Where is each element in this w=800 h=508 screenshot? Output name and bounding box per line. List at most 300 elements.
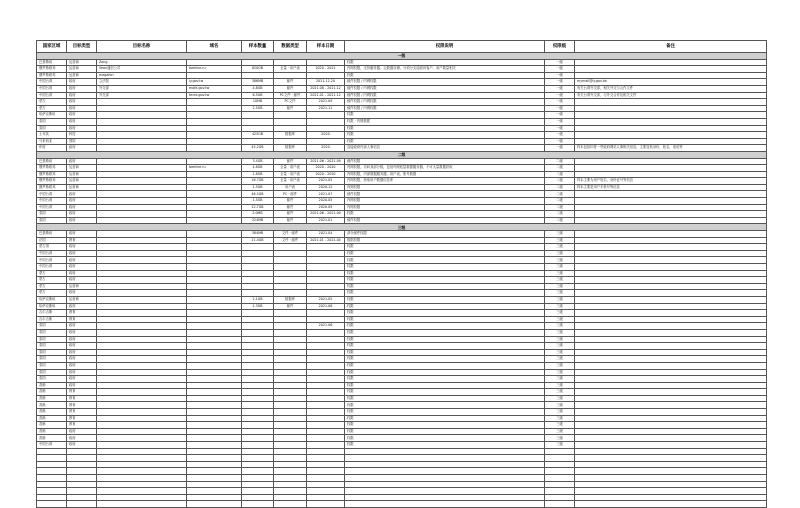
cell-permission-level[interactable]: 二级 [545, 171, 575, 178]
cell-notes[interactable]: mymail@ly.gov.tw [575, 79, 767, 86]
cell-permission-desc[interactable]: 权限 [345, 290, 545, 297]
cell-target-name[interactable] [97, 244, 187, 251]
cell-sample-date[interactable]: 2021.01 - 2021.12 [307, 92, 345, 99]
empty-cell[interactable] [187, 481, 242, 488]
cell-permission-desc[interactable]: 内网权限 [345, 198, 545, 205]
cell-sample-date[interactable]: 2021.12.20 [307, 79, 345, 86]
cell-permission-level[interactable]: 二级 [545, 211, 575, 218]
cell-permission-desc[interactable]: 权限 [345, 356, 545, 363]
cell-permission-level[interactable]: 三级 [545, 442, 575, 449]
cell-permission-desc[interactable]: 权限 [345, 349, 545, 356]
cell-country[interactable]: 泰国 [37, 329, 67, 336]
empty-cell[interactable] [187, 501, 242, 508]
cell-permission-desc[interactable]: 权限 [345, 329, 545, 336]
cell-country[interactable]: 巴基斯坦 [37, 158, 67, 165]
cell-target-type[interactable]: 政府 [67, 376, 97, 383]
empty-cell[interactable] [575, 455, 767, 462]
empty-cell[interactable] [307, 501, 345, 508]
cell-sample-date[interactable] [307, 72, 345, 79]
cell-notes[interactable] [575, 428, 767, 435]
cell-sample-date[interactable] [307, 244, 345, 251]
cell-permission-desc[interactable]: 内网权限 [345, 204, 545, 211]
cell-sample-date[interactable]: 2021.09 [307, 99, 345, 106]
cell-target-name[interactable] [97, 198, 187, 205]
cell-target-name[interactable] [97, 362, 187, 369]
cell-sample-date[interactable] [307, 316, 345, 323]
cell-target-name[interactable] [97, 409, 187, 416]
cell-target-type[interactable]: 政府 [67, 323, 97, 330]
cell-sample-date[interactable]: 2021.08 - 2021.12 [307, 85, 345, 92]
cell-permission-level[interactable]: 三级 [545, 257, 575, 264]
cell-permission-desc[interactable]: 权限 · 内网数据 [345, 118, 545, 125]
empty-cell[interactable] [37, 455, 67, 462]
empty-cell[interactable] [545, 475, 575, 482]
cell-country[interactable]: 巴基斯坦 [37, 59, 67, 66]
cell-sample-size[interactable]: 2.5GB [242, 105, 274, 112]
cell-country[interactable]: 泰国 [37, 369, 67, 376]
cell-permission-desc[interactable]: 内网权限，支持服务器，云数据存储，分项分支局面向客户，用户数量相关 [345, 66, 545, 73]
empty-cell[interactable] [274, 448, 307, 455]
cell-sample-size[interactable]: 1.8GB [242, 171, 274, 178]
empty-cell[interactable] [575, 481, 767, 488]
cell-target-name[interactable] [97, 178, 187, 185]
empty-cell[interactable] [575, 468, 767, 475]
cell-data-type[interactable] [274, 349, 307, 356]
cell-sample-date[interactable]: 2021.01 - 2021.04 [307, 237, 345, 244]
cell-data-type[interactable]: PC · 邮件 [274, 191, 307, 198]
cell-permission-level[interactable]: 三级 [545, 409, 575, 416]
cell-data-type[interactable] [274, 395, 307, 402]
cell-permission-level[interactable]: 一级 [545, 125, 575, 132]
cell-permission-level[interactable]: 三级 [545, 415, 575, 422]
cell-notes[interactable] [575, 422, 767, 429]
cell-country[interactable]: 泰国 [37, 356, 67, 363]
cell-permission-desc[interactable]: 权限 [345, 277, 545, 284]
empty-cell[interactable] [187, 488, 242, 495]
cell-sample-size[interactable] [242, 118, 274, 125]
cell-permission-level[interactable]: 三级 [545, 303, 575, 310]
empty-cell[interactable] [345, 481, 545, 488]
cell-target-type[interactable]: 教育 [67, 402, 97, 409]
cell-notes[interactable] [575, 303, 767, 310]
cell-data-type[interactable]: 邮件 [274, 158, 307, 165]
cell-domain[interactable]: ly.gov.tw [187, 79, 242, 86]
cell-target-name[interactable]: 外交部 [97, 85, 187, 92]
cell-sample-size[interactable]: 1.5GB [242, 198, 274, 205]
empty-cell[interactable] [97, 461, 187, 468]
empty-cell[interactable] [545, 448, 575, 455]
empty-cell[interactable] [242, 448, 274, 455]
cell-permission-desc[interactable]: 权限 [345, 362, 545, 369]
cell-sample-date[interactable] [307, 270, 345, 277]
cell-permission-desc[interactable]: 权限 [345, 435, 545, 442]
cell-target-type[interactable]: 政府 [67, 250, 97, 257]
cell-data-type[interactable] [274, 112, 307, 119]
cell-domain[interactable] [187, 389, 242, 396]
cell-target-name[interactable] [97, 257, 187, 264]
cell-target-type[interactable]: 政府 [67, 303, 97, 310]
cell-sample-size[interactable] [242, 382, 274, 389]
cell-target-name[interactable] [97, 184, 187, 191]
empty-cell[interactable] [274, 475, 307, 482]
cell-target-name[interactable] [97, 171, 187, 178]
cell-permission-level[interactable]: 三级 [545, 237, 575, 244]
cell-target-type[interactable]: 政府 [67, 290, 97, 297]
cell-domain[interactable] [187, 145, 242, 152]
cell-data-type[interactable]: PC文件 [274, 99, 307, 106]
cell-notes[interactable] [575, 323, 767, 330]
cell-country[interactable]: 香港 [37, 402, 67, 409]
cell-sample-date[interactable]: 2020 - 2020 [307, 165, 345, 172]
cell-data-type[interactable] [274, 369, 307, 376]
cell-country[interactable]: 俄罗斯联邦 [37, 184, 67, 191]
empty-cell[interactable] [345, 488, 545, 495]
cell-data-type[interactable] [274, 323, 307, 330]
cell-notes[interactable]: 样本主要为用户姓名，身份证号等信息 [575, 178, 767, 185]
cell-sample-date[interactable] [307, 112, 345, 119]
empty-cell[interactable] [97, 481, 187, 488]
cell-data-type[interactable] [274, 389, 307, 396]
cell-data-type[interactable]: 用户表 [274, 184, 307, 191]
cell-notes[interactable] [575, 283, 767, 290]
cell-permission-level[interactable]: 二级 [545, 158, 575, 165]
cell-sample-size[interactable]: 16.7GB [242, 178, 274, 185]
cell-target-name[interactable] [97, 217, 187, 224]
cell-sample-size[interactable] [242, 362, 274, 369]
cell-sample-size[interactable] [242, 138, 274, 145]
cell-country[interactable]: 泰国 [37, 349, 67, 356]
cell-permission-level[interactable]: 三级 [545, 283, 575, 290]
cell-data-type[interactable] [274, 283, 307, 290]
cell-sample-date[interactable] [307, 382, 345, 389]
cell-target-name[interactable]: Veon通信公司 [97, 66, 187, 73]
cell-country[interactable]: 中国台湾 [37, 442, 67, 449]
cell-notes[interactable] [575, 270, 767, 277]
cell-sample-date[interactable] [307, 442, 345, 449]
cell-domain[interactable] [187, 422, 242, 429]
cell-target-name[interactable] [97, 442, 187, 449]
cell-country[interactable]: 吉尔吉斯 [37, 310, 67, 317]
cell-permission-desc[interactable]: 权限 [345, 323, 545, 330]
cell-sample-size[interactable]: 21.4GB [242, 237, 274, 244]
cell-target-name[interactable] [97, 250, 187, 257]
cell-sample-date[interactable] [307, 138, 345, 145]
empty-cell[interactable] [97, 501, 187, 508]
cell-country[interactable]: 马来西亚 [37, 138, 67, 145]
cell-sample-date[interactable] [307, 125, 345, 132]
cell-domain[interactable] [187, 244, 242, 251]
cell-permission-level[interactable]: 一级 [545, 99, 575, 106]
cell-target-type[interactable]: 政府 [67, 198, 97, 205]
cell-data-type[interactable] [274, 257, 307, 264]
cell-domain[interactable] [187, 270, 242, 277]
cell-country[interactable]: 哈萨克斯坦 [37, 112, 67, 119]
cell-target-name[interactable] [97, 329, 187, 336]
cell-target-name[interactable] [97, 138, 187, 145]
cell-target-type[interactable]: 科技 [67, 132, 97, 139]
cell-permission-level[interactable]: 三级 [545, 435, 575, 442]
cell-target-name[interactable] [97, 395, 187, 402]
cell-domain[interactable] [187, 296, 242, 303]
cell-sample-size[interactable]: 384MB [242, 231, 274, 238]
cell-permission-desc[interactable]: 权限 [345, 395, 545, 402]
cell-target-name[interactable] [97, 270, 187, 277]
cell-target-name[interactable] [97, 231, 187, 238]
cell-notes[interactable] [575, 336, 767, 343]
cell-notes[interactable] [575, 290, 767, 297]
empty-cell[interactable] [307, 455, 345, 462]
cell-country[interactable]: 蒙古 [37, 277, 67, 284]
cell-notes[interactable] [575, 349, 767, 356]
cell-domain[interactable] [187, 118, 242, 125]
cell-domain[interactable] [187, 191, 242, 198]
cell-permission-desc[interactable]: 权限 [345, 125, 545, 132]
cell-permission-level[interactable]: 三级 [545, 329, 575, 336]
cell-domain[interactable] [187, 138, 242, 145]
cell-permission-level[interactable]: 三级 [545, 422, 575, 429]
cell-sample-size[interactable] [242, 349, 274, 356]
cell-target-type[interactable]: 运营商 [67, 178, 97, 185]
empty-cell[interactable] [242, 461, 274, 468]
cell-permission-desc[interactable]: 权限 [345, 264, 545, 271]
cell-notes[interactable] [575, 99, 767, 106]
cell-country[interactable]: 俄罗斯联邦 [37, 165, 67, 172]
cell-notes[interactable] [575, 264, 767, 271]
cell-sample-size[interactable] [242, 422, 274, 429]
empty-cell[interactable] [345, 461, 545, 468]
cell-target-name[interactable] [97, 415, 187, 422]
cell-domain[interactable] [187, 376, 242, 383]
cell-data-type[interactable]: 全量 · 用户表 [274, 171, 307, 178]
cell-data-type[interactable] [274, 59, 307, 66]
empty-cell[interactable] [545, 461, 575, 468]
empty-cell[interactable] [545, 494, 575, 501]
cell-country[interactable]: 蒙古 [37, 290, 67, 297]
cell-country[interactable]: 哈萨克斯坦 [37, 296, 67, 303]
cell-target-name[interactable] [97, 422, 187, 429]
empty-cell[interactable] [575, 488, 767, 495]
cell-target-name[interactable] [97, 323, 187, 330]
cell-domain[interactable] [187, 323, 242, 330]
empty-cell[interactable] [97, 494, 187, 501]
cell-permission-level[interactable]: 三级 [545, 336, 575, 343]
cell-permission-level[interactable]: 三级 [545, 290, 575, 297]
cell-domain[interactable] [187, 217, 242, 224]
cell-domain[interactable] [187, 105, 242, 112]
empty-cell[interactable] [97, 448, 187, 455]
cell-sample-date[interactable]: 2021.07 [307, 191, 345, 198]
cell-permission-level[interactable]: 一级 [545, 145, 575, 152]
empty-cell[interactable] [274, 468, 307, 475]
cell-domain[interactable] [187, 428, 242, 435]
cell-domain[interactable] [187, 277, 242, 284]
cell-domain[interactable] [187, 362, 242, 369]
cell-target-name[interactable] [97, 165, 187, 172]
empty-cell[interactable] [37, 488, 67, 495]
cell-domain[interactable] [187, 72, 242, 79]
cell-permission-desc[interactable]: 权限 [345, 283, 545, 290]
cell-data-type[interactable] [274, 310, 307, 317]
cell-sample-size[interactable]: 45.2GB [242, 145, 274, 152]
cell-notes[interactable] [575, 250, 767, 257]
cell-country[interactable]: 俄罗斯联邦 [37, 66, 67, 73]
cell-sample-size[interactable] [242, 323, 274, 330]
cell-target-type[interactable]: 政府 [67, 270, 97, 277]
empty-cell[interactable] [67, 461, 97, 468]
cell-domain[interactable] [187, 343, 242, 350]
empty-cell[interactable] [37, 448, 67, 455]
cell-data-type[interactable]: 邮件 [274, 79, 307, 86]
cell-sample-date[interactable] [307, 356, 345, 363]
cell-sample-size[interactable] [242, 270, 274, 277]
cell-sample-date[interactable] [307, 257, 345, 264]
cell-permission-desc[interactable]: 权限 [345, 442, 545, 449]
cell-domain[interactable] [187, 336, 242, 343]
cell-notes[interactable] [575, 231, 767, 238]
cell-target-name[interactable] [97, 191, 187, 198]
cell-permission-level[interactable]: 三级 [545, 323, 575, 330]
cell-sample-size[interactable]: 2.0MB [242, 211, 274, 218]
cell-notes[interactable] [575, 72, 767, 79]
cell-domain[interactable] [187, 231, 242, 238]
cell-data-type[interactable]: 邮件 [274, 85, 307, 92]
cell-sample-size[interactable] [242, 59, 274, 66]
empty-cell[interactable] [345, 494, 545, 501]
cell-sample-size[interactable]: 386MB [242, 79, 274, 86]
cell-permission-desc[interactable]: 权限 [345, 244, 545, 251]
cell-permission-desc[interactable]: 权限 [345, 59, 545, 66]
cell-sample-size[interactable] [242, 402, 274, 409]
cell-target-type[interactable]: 政府 [67, 112, 97, 119]
cell-permission-level[interactable]: 一级 [545, 79, 575, 86]
cell-permission-level[interactable]: 三级 [545, 349, 575, 356]
cell-target-name[interactable] [97, 125, 187, 132]
cell-domain[interactable]: beeline.ru [187, 165, 242, 172]
cell-domain[interactable] [187, 184, 242, 191]
cell-sample-date[interactable] [307, 422, 345, 429]
cell-notes[interactable] [575, 362, 767, 369]
cell-target-name[interactable] [97, 290, 187, 297]
cell-target-name[interactable] [97, 145, 187, 152]
cell-sample-date[interactable] [307, 362, 345, 369]
cell-sample-size[interactable] [242, 125, 274, 132]
cell-sample-date[interactable] [307, 283, 345, 290]
cell-target-type[interactable]: 运营商 [67, 165, 97, 172]
cell-target-type[interactable]: 政府 [67, 277, 97, 284]
empty-cell[interactable] [274, 501, 307, 508]
cell-data-type[interactable]: 全量 · 用户表 [274, 66, 307, 73]
empty-cell[interactable] [345, 448, 545, 455]
cell-sample-date[interactable] [307, 118, 345, 125]
cell-data-type[interactable]: 邮件 [274, 211, 307, 218]
cell-notes[interactable]: 有关台湾外交部，相关外交与合作文件 [575, 85, 767, 92]
cell-target-type[interactable]: 政府 [67, 125, 97, 132]
cell-permission-level[interactable]: 二级 [545, 204, 575, 211]
cell-data-type[interactable] [274, 329, 307, 336]
cell-domain[interactable] [187, 303, 242, 310]
cell-target-name[interactable] [97, 310, 187, 317]
cell-sample-size[interactable]: 425GB [242, 132, 274, 139]
empty-cell[interactable] [187, 455, 242, 462]
cell-sample-size[interactable] [242, 290, 274, 297]
cell-permission-desc[interactable]: 邮件权限 [345, 191, 545, 198]
cell-country[interactable]: 土耳其 [37, 132, 67, 139]
empty-cell[interactable] [67, 468, 97, 475]
cell-permission-desc[interactable]: 权限 [345, 303, 545, 310]
cell-notes[interactable] [575, 204, 767, 211]
empty-cell[interactable] [242, 494, 274, 501]
cell-sample-size[interactable] [242, 389, 274, 396]
cell-country[interactable]: 香港 [37, 428, 67, 435]
cell-target-name[interactable]: 立法院 [97, 79, 187, 86]
cell-permission-desc[interactable]: 邮件权限 / 内网权限 [345, 99, 545, 106]
cell-target-name[interactable] [97, 435, 187, 442]
empty-cell[interactable] [545, 488, 575, 495]
cell-data-type[interactable] [274, 428, 307, 435]
empty-cell[interactable] [575, 475, 767, 482]
cell-permission-desc[interactable]: 连接政府内部人事信息 [345, 145, 545, 152]
cell-sample-size[interactable] [242, 395, 274, 402]
cell-country[interactable]: 蒙古 [37, 283, 67, 290]
cell-target-name[interactable] [97, 369, 187, 376]
cell-domain[interactable] [187, 59, 242, 66]
cell-target-type[interactable]: 政府 [67, 158, 97, 165]
empty-cell[interactable] [242, 455, 274, 462]
empty-cell[interactable] [575, 501, 767, 508]
cell-data-type[interactable] [274, 435, 307, 442]
cell-sample-size[interactable] [242, 415, 274, 422]
cell-domain[interactable] [187, 382, 242, 389]
cell-sample-size[interactable]: 6.5GB [242, 92, 274, 99]
cell-permission-level[interactable]: 二级 [545, 191, 575, 198]
cell-permission-level[interactable]: 三级 [545, 382, 575, 389]
empty-cell[interactable] [67, 494, 97, 501]
cell-permission-level[interactable]: 三级 [545, 395, 575, 402]
cell-permission-desc[interactable]: 邮件权限 / 内网权限 [345, 92, 545, 99]
cell-country[interactable]: 泰国 [37, 336, 67, 343]
empty-cell[interactable] [575, 448, 767, 455]
cell-sample-size[interactable]: 46.5GB [242, 191, 274, 198]
cell-sample-size[interactable]: 3.4GB [242, 158, 274, 165]
cell-notes[interactable] [575, 118, 767, 125]
cell-domain[interactable] [187, 329, 242, 336]
empty-cell[interactable] [345, 455, 545, 462]
cell-permission-level[interactable]: 三级 [545, 277, 575, 284]
cell-target-type[interactable]: 教育 [67, 389, 97, 396]
cell-country[interactable]: 香港 [37, 415, 67, 422]
cell-target-type[interactable]: 教育 [67, 310, 97, 317]
cell-sample-size[interactable] [242, 310, 274, 317]
empty-cell[interactable] [545, 501, 575, 508]
cell-notes[interactable] [575, 171, 767, 178]
cell-data-type[interactable] [274, 118, 307, 125]
cell-sample-date[interactable]: 2021.01 [307, 217, 345, 224]
cell-permission-desc[interactable]: 权限 [345, 409, 545, 416]
empty-cell[interactable] [67, 501, 97, 508]
cell-notes[interactable] [575, 277, 767, 284]
cell-notes[interactable] [575, 257, 767, 264]
cell-domain[interactable] [187, 125, 242, 132]
cell-notes[interactable] [575, 395, 767, 402]
cell-permission-level[interactable]: 一级 [545, 105, 575, 112]
cell-notes[interactable] [575, 191, 767, 198]
cell-data-type[interactable]: 文件 · 邮件 [274, 231, 307, 238]
cell-data-type[interactable] [274, 409, 307, 416]
cell-target-name[interactable] [97, 402, 187, 409]
cell-data-type[interactable] [274, 362, 307, 369]
cell-sample-size[interactable]: 4.8GB [242, 85, 274, 92]
cell-sample-size[interactable] [242, 329, 274, 336]
